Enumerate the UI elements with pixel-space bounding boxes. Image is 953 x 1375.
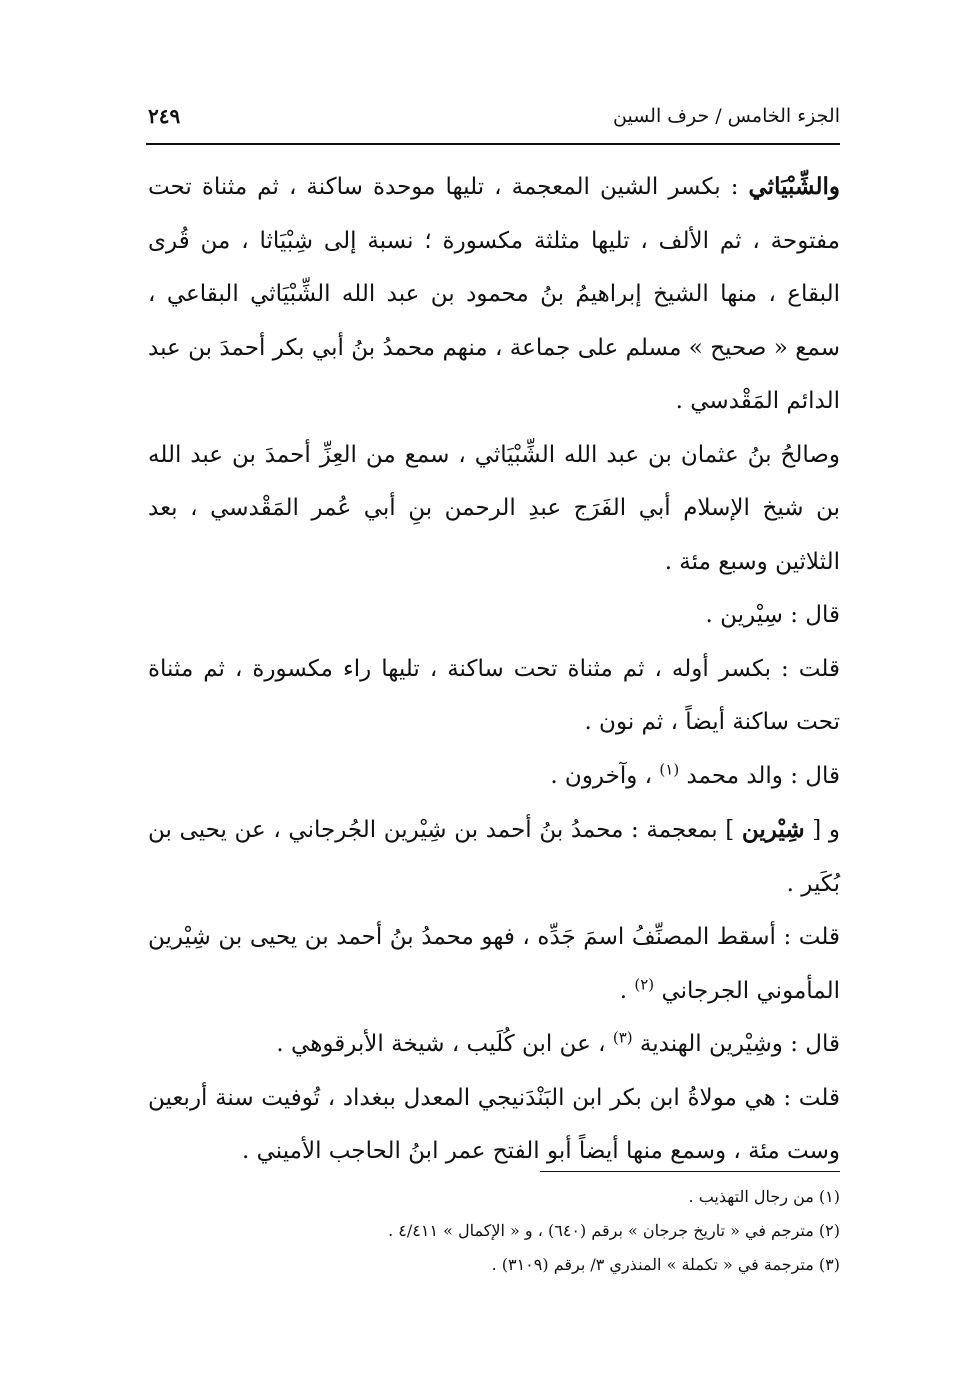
paragraph-text: قلت : أسقط المصنِّفُ اسمَ جَدِّه ، فهو محمدُ بنُ أحمد بن يحيى بن شِيْرين المأموني الجرجاني <box>148 924 840 1004</box>
paragraph-qala-sirin: قال : سِيْرين . <box>705 602 840 628</box>
entry-lemma: شِيْرين <box>741 816 805 843</box>
paragraph-shirin-hindiyya <box>148 1018 840 1072</box>
running-title: الجزء الخامس / حرف السين <box>613 105 840 127</box>
header-rule <box>146 143 840 145</box>
footnote-rule <box>540 1171 840 1172</box>
paragraph-qultu-sirin: قلت : بكسر أوله ، ثم مثناة تحت ساكنة ، تليها راء مكسورة ، ثم مثناة تحت ساكنة أيضاً ، ثم نون . <box>148 655 840 735</box>
page-header <box>148 100 840 140</box>
entry-text: : بكسر الشين المعجمة ، تليها موحدة ساكنة ، ثم مثناة تحت مفتوحة ، ثم الألف ، تليها مثلثة مكسورة ؛ نسبة إلى شِبْيَاثا ، من قُرى البقاع ، منها الشيخ إبراهيمُ بنُ محمود بن عبد الله الشِّبْيَاثي البقاعي ، سمع « صحيح » مسلم على جماعة ، منهم محمدُ بنُ أبي بكر أحمدَ بن عبد الدائم المَقْدسي . <box>148 174 840 414</box>
footnote-3: (٣) مترجمة في « تكملة » المنذري ٣/ برقم (٣١٠٩) . <box>491 1255 840 1274</box>
entry-lemma: والشِّبْيَاثي <box>748 173 840 200</box>
footnote-ref-2: (٢) <box>634 974 655 993</box>
paragraph-text: . <box>619 977 635 1004</box>
footnote-2: (٢) مترجم في « تاريخ جرجان » برقم (٦٤٠) ، و « الإكمال » ٤/٤١١ . <box>388 1221 840 1240</box>
footnote-ref-1: (١) <box>659 759 680 778</box>
footnote-1: (١) من رجال التهذيب . <box>688 1187 840 1206</box>
page-number: ٢٤٩ <box>148 104 181 128</box>
paragraph-text: ، عن ابن كُلَيب ، شيخة الأبرقوهي . <box>276 1031 613 1057</box>
main-text <box>148 160 840 1179</box>
paragraph-text: قال : والد محمد <box>679 762 840 789</box>
paragraph-text: قال : وشِيْرين الهندية <box>632 1031 840 1057</box>
footnote-ref-3: (٣) <box>612 1028 633 1047</box>
paragraph-salih: وصالحُ بنُ عثمان بن عبد الله الشِّبْيَاثي ، سمع من العِزِّ أحمدَ بن عبد الله بن شيخ الإسلام أبي الفَرَج عبدِ الرحمن بنِ أبي عُمر المَقْدسي ، بعد الثلاثين وسبع مئة . <box>148 441 840 575</box>
footnotes <box>148 1180 840 1282</box>
paragraph-mawlat: قلت : هي مولاةُ ابن بكر ابن البَنْدَنيجي المعدل ببغداد ، تُوفيت سنة أربعين وست مئة ، وسمع منها أيضاً أبو الفتح عمر ابنُ الحاجب الأميني . <box>148 1084 840 1164</box>
bracket-open: و [ <box>804 817 840 843</box>
paragraph-text: ، وآخرون . <box>550 762 660 789</box>
entry-shibyathi <box>148 160 840 429</box>
entry-text: ] بمعجمة : محمدُ بنُ أحمد بن شِيْرين الجُرجاني ، عن يحيى بن بُكَير . <box>148 817 840 897</box>
entry-shirin <box>148 803 840 911</box>
paragraph-asqata <box>148 911 840 1018</box>
paragraph-walid-muhammad <box>148 750 840 804</box>
